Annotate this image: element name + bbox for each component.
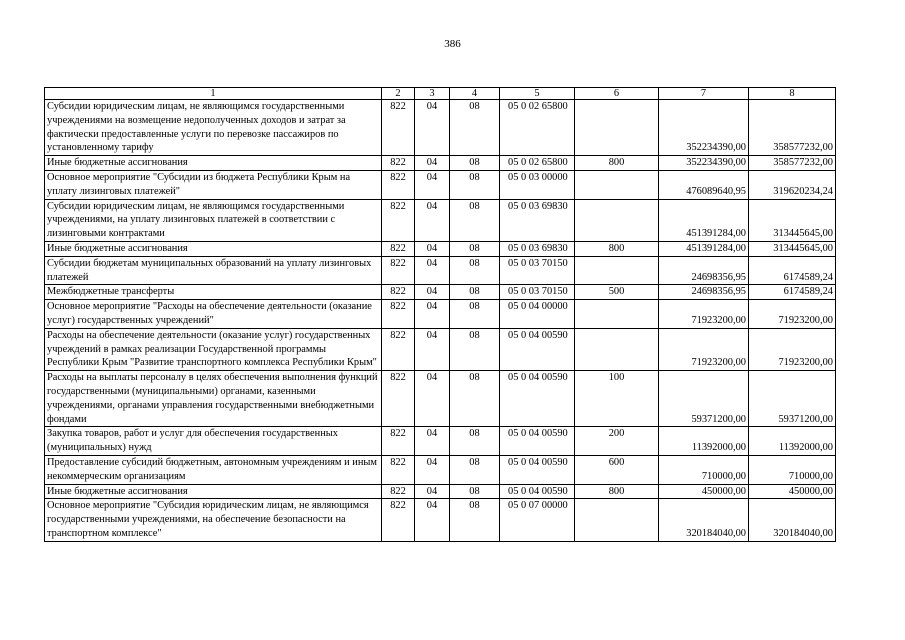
row-target-article: 05 0 03 70150 xyxy=(500,285,575,300)
row-expense-type xyxy=(575,499,659,541)
row-expense-type: 500 xyxy=(575,285,659,300)
row-section: 04 xyxy=(415,285,450,300)
row-name: Основное мероприятие "Расходы на обеспечение деятельности (оказание услуг) государственных учреждений" xyxy=(45,300,382,329)
header-cell: 5 xyxy=(500,88,575,100)
row-amount-year1: 24698356,95 xyxy=(659,285,749,300)
row-name: Основное мероприятие "Субсидия юридическим лицам, не являющимся государственными учреждениями, на обеспечение безопасности на транспортном комплексе" xyxy=(45,499,382,541)
row-subsection: 08 xyxy=(450,256,500,285)
row-section: 04 xyxy=(415,170,450,199)
row-expense-type: 800 xyxy=(575,241,659,256)
row-target-article: 05 0 04 00000 xyxy=(500,300,575,329)
row-target-article: 05 0 04 00590 xyxy=(500,328,575,370)
row-expense-type xyxy=(575,328,659,370)
row-section: 04 xyxy=(415,484,450,499)
row-amount-year2: 710000,00 xyxy=(749,455,836,484)
row-subsection: 08 xyxy=(450,100,500,156)
row-grbs: 822 xyxy=(382,285,415,300)
table-row xyxy=(45,300,836,329)
row-grbs: 822 xyxy=(382,199,415,241)
row-subsection: 08 xyxy=(450,427,500,456)
page-number: 386 xyxy=(444,38,461,50)
row-name: Расходы на обеспечение деятельности (оказание услуг) государственных учреждений в рамках реализации Государственной программы Республики Крым "Развитие транспортного комплекса Республики Крым" xyxy=(45,328,382,370)
row-target-article: 05 0 04 00590 xyxy=(500,484,575,499)
row-target-article: 05 0 03 69830 xyxy=(500,199,575,241)
row-subsection: 08 xyxy=(450,300,500,329)
row-target-article: 05 0 07 00000 xyxy=(500,499,575,541)
row-section: 04 xyxy=(415,328,450,370)
row-amount-year2: 319620234,24 xyxy=(749,170,836,199)
row-amount-year2: 450000,00 xyxy=(749,484,836,499)
row-expense-type xyxy=(575,199,659,241)
row-subsection: 08 xyxy=(450,199,500,241)
table-row xyxy=(45,371,836,427)
row-grbs: 822 xyxy=(382,100,415,156)
row-target-article: 05 0 02 65800 xyxy=(500,100,575,156)
row-amount-year2: 71923200,00 xyxy=(749,300,836,329)
row-amount-year1: 11392000,00 xyxy=(659,427,749,456)
row-target-article: 05 0 04 00590 xyxy=(500,371,575,427)
row-amount-year1: 476089640,95 xyxy=(659,170,749,199)
row-amount-year2: 358577232,00 xyxy=(749,156,836,171)
table-row xyxy=(45,285,836,300)
table-row xyxy=(45,499,836,541)
row-amount-year1: 352234390,00 xyxy=(659,156,749,171)
header-cell: 8 xyxy=(749,88,836,100)
row-section: 04 xyxy=(415,256,450,285)
row-grbs: 822 xyxy=(382,328,415,370)
row-target-article: 05 0 04 00590 xyxy=(500,455,575,484)
row-amount-year1: 24698356,95 xyxy=(659,256,749,285)
row-amount-year1: 450000,00 xyxy=(659,484,749,499)
row-name: Межбюджетные трансферты xyxy=(45,285,382,300)
row-target-article: 05 0 02 65800 xyxy=(500,156,575,171)
row-grbs: 822 xyxy=(382,427,415,456)
row-name: Иные бюджетные ассигнования xyxy=(45,156,382,171)
row-subsection: 08 xyxy=(450,170,500,199)
row-name: Иные бюджетные ассигнования xyxy=(45,484,382,499)
row-amount-year2: 11392000,00 xyxy=(749,427,836,456)
row-amount-year1: 451391284,00 xyxy=(659,199,749,241)
table-row xyxy=(45,241,836,256)
table-row xyxy=(45,256,836,285)
row-amount-year1: 59371200,00 xyxy=(659,371,749,427)
table-row xyxy=(45,484,836,499)
row-name: Предоставление субсидий бюджетным, автономным учреждениям и иным некоммерческим организациям xyxy=(45,455,382,484)
row-amount-year2: 59371200,00 xyxy=(749,371,836,427)
row-amount-year1: 710000,00 xyxy=(659,455,749,484)
row-section: 04 xyxy=(415,100,450,156)
row-subsection: 08 xyxy=(450,241,500,256)
row-expense-type: 600 xyxy=(575,455,659,484)
row-amount-year2: 358577232,00 xyxy=(749,100,836,156)
row-name: Иные бюджетные ассигнования xyxy=(45,241,382,256)
row-section: 04 xyxy=(415,241,450,256)
row-expense-type xyxy=(575,256,659,285)
row-section: 04 xyxy=(415,371,450,427)
header-cell: 4 xyxy=(450,88,500,100)
row-section: 04 xyxy=(415,199,450,241)
table-row xyxy=(45,455,836,484)
row-name: Субсидии юридическим лицам, не являющимся государственными учреждениями на возмещение недополученных доходов и затрат за фактически предоставленные услуги по перевозке пассажиров по установленному тарифу xyxy=(45,100,382,156)
row-name: Основное мероприятие "Субсидии из бюджета Республики Крым на уплату лизинговых платежей" xyxy=(45,170,382,199)
row-target-article: 05 0 03 69830 xyxy=(500,241,575,256)
row-target-article: 05 0 04 00590 xyxy=(500,427,575,456)
row-amount-year1: 320184040,00 xyxy=(659,499,749,541)
row-expense-type xyxy=(575,100,659,156)
row-amount-year2: 71923200,00 xyxy=(749,328,836,370)
row-subsection: 08 xyxy=(450,499,500,541)
table-row xyxy=(45,427,836,456)
row-section: 04 xyxy=(415,300,450,329)
row-amount-year2: 313445645,00 xyxy=(749,241,836,256)
row-expense-type: 800 xyxy=(575,484,659,499)
row-grbs: 822 xyxy=(382,371,415,427)
header-row xyxy=(45,88,836,100)
row-subsection: 08 xyxy=(450,285,500,300)
row-amount-year1: 71923200,00 xyxy=(659,328,749,370)
row-grbs: 822 xyxy=(382,170,415,199)
row-grbs: 822 xyxy=(382,256,415,285)
row-amount-year2: 313445645,00 xyxy=(749,199,836,241)
row-section: 04 xyxy=(415,156,450,171)
budget-table xyxy=(44,87,836,542)
table-row xyxy=(45,328,836,370)
row-subsection: 08 xyxy=(450,371,500,427)
header-cell: 6 xyxy=(575,88,659,100)
row-grbs: 822 xyxy=(382,300,415,329)
row-amount-year2: 6174589,24 xyxy=(749,256,836,285)
row-target-article: 05 0 03 00000 xyxy=(500,170,575,199)
row-name: Субсидии юридическим лицам, не являющимся государственными учреждениями, на уплату лизинговых платежей в соответствии с лизинговыми контрактами xyxy=(45,199,382,241)
table-row xyxy=(45,170,836,199)
row-amount-year1: 451391284,00 xyxy=(659,241,749,256)
row-grbs: 822 xyxy=(382,156,415,171)
row-section: 04 xyxy=(415,455,450,484)
table-row xyxy=(45,156,836,171)
table-row xyxy=(45,199,836,241)
row-subsection: 08 xyxy=(450,484,500,499)
table-row xyxy=(45,100,836,156)
row-name: Расходы на выплаты персоналу в целях обеспечения выполнения функций государственными (муниципальными) органами, казенными учреждениями, органами управления государственными внебюджетными фондами xyxy=(45,371,382,427)
row-name: Закупка товаров, работ и услуг для обеспечения государственных (муниципальных) нужд xyxy=(45,427,382,456)
row-expense-type xyxy=(575,170,659,199)
row-target-article: 05 0 03 70150 xyxy=(500,256,575,285)
row-expense-type: 800 xyxy=(575,156,659,171)
row-grbs: 822 xyxy=(382,484,415,499)
row-expense-type xyxy=(575,300,659,329)
row-grbs: 822 xyxy=(382,455,415,484)
row-amount-year2: 6174589,24 xyxy=(749,285,836,300)
row-amount-year2: 320184040,00 xyxy=(749,499,836,541)
row-subsection: 08 xyxy=(450,455,500,484)
row-section: 04 xyxy=(415,427,450,456)
header-cell: 7 xyxy=(659,88,749,100)
row-amount-year1: 352234390,00 xyxy=(659,100,749,156)
row-expense-type: 100 xyxy=(575,371,659,427)
row-subsection: 08 xyxy=(450,156,500,171)
header-cell: 3 xyxy=(415,88,450,100)
row-subsection: 08 xyxy=(450,328,500,370)
row-grbs: 822 xyxy=(382,499,415,541)
row-expense-type: 200 xyxy=(575,427,659,456)
header-cell: 2 xyxy=(382,88,415,100)
row-grbs: 822 xyxy=(382,241,415,256)
row-amount-year1: 71923200,00 xyxy=(659,300,749,329)
header-cell: 1 xyxy=(45,88,382,100)
row-section: 04 xyxy=(415,499,450,541)
row-name: Субсидии бюджетам муниципальных образований на уплату лизинговых платежей xyxy=(45,256,382,285)
